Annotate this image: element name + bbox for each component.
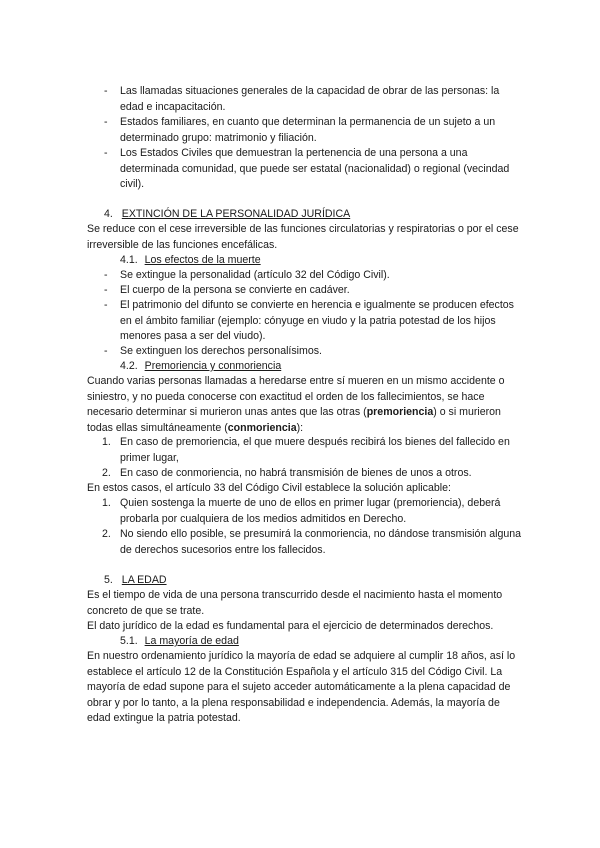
list-item [104, 84, 540, 115]
text-line: Las llamadas situaciones generales de la capacidad de obrar de las personas: la [120, 85, 500, 97]
list-item [104, 283, 540, 299]
text-run: ): [296, 421, 304, 434]
text-line: determinado grupo: matrimonio y filiación. [120, 131, 317, 144]
section-number: 5. [104, 574, 113, 586]
list-item [104, 344, 540, 360]
text-line: primer lugar, [120, 451, 179, 464]
subsection-number: 5.1. [120, 635, 138, 647]
section-title: LA EDAD [121, 574, 167, 586]
bullet-mark: - [104, 85, 108, 97]
text-line: siniestro, y no pueda conocerse con exactitud el orden de los fallecimientos, se hace [87, 390, 485, 403]
section-title: EXTINCIÓN DE LA PERSONALIDAD JURÍDICA [121, 208, 351, 220]
list-item [104, 268, 540, 284]
text-run: todas ellas simultáneamente ( [87, 421, 228, 434]
text-line: Se reduce con el cese irreversible de las funciones circulatorias y respiratorias o por el cese [87, 223, 519, 235]
text-line: en el ámbito familiar (ejemplo: cónyuge en viudo y la patria potestad de los hijos [120, 314, 496, 327]
bullet-mark: - [104, 116, 108, 128]
bullet-mark: - [104, 284, 108, 296]
text-line [87, 405, 547, 421]
text-line: obrar y por lo tanto, a la plena responsabilidad e independencia. Además, la mayoría de [87, 696, 500, 709]
paragraph: El dato jurídico de la edad es fundamental para el ejercicio de determinados derechos. [87, 620, 494, 632]
item-number: 2. [102, 528, 111, 540]
bullet-mark: - [104, 269, 108, 281]
paragraph [87, 649, 547, 727]
text-line: Quien sostenga la muerte de uno de ellos en primer lugar (premoriencia), deberá [120, 497, 501, 509]
subsection-title: Premoriencia y conmoriencia [144, 360, 282, 372]
list-item [104, 298, 540, 345]
text-line: En caso de premoriencia, el que muere después recibirá los bienes del fallecido en [120, 436, 510, 448]
bold-term: premoriencia [366, 406, 434, 419]
bullet-mark: - [104, 345, 108, 357]
text-line: edad e incapacitación. [120, 100, 226, 113]
text-line: edad extingue la patria potestad. [87, 712, 241, 725]
bullet-mark: - [104, 147, 108, 159]
list-item [104, 146, 540, 193]
paragraph [87, 374, 547, 436]
text-line: probarla por cualquiera de los medios admitidos en Derecho. [120, 512, 407, 525]
text-line: El patrimonio del difunto se convierte en herencia e igualmente se producen efectos [120, 299, 514, 311]
text-line: Los Estados Civiles que demuestran la pertenencia de una persona a una [120, 147, 468, 159]
text-line: concreto de que se trate. [87, 604, 205, 617]
list-item [104, 115, 540, 146]
item-number: 1. [102, 497, 111, 509]
item-number: 1. [102, 436, 111, 448]
text-line: Se extinguen los derechos personalísimos. [120, 345, 322, 357]
text-line: En nuestro ordenamiento jurídico la mayoría de edad se adquiere al cumplir 18 años, así lo [87, 650, 516, 662]
numbered-item [102, 496, 540, 527]
text-line: Estados familiares, en cuanto que determinan la permanencia de un sujeto a un [120, 116, 496, 128]
text-line: menores pasa a ser del viudo). [120, 330, 266, 343]
text-line: Cuando varias personas llamadas a heredarse entre sí mueren en un mismo accidente o [87, 375, 505, 387]
subsection-heading [120, 253, 261, 269]
section-heading [104, 573, 167, 589]
subsection-title: Los efectos de la muerte [144, 254, 261, 266]
text-line: determinada comunidad, que puede ser estatal (nacionalidad) o regional (vecindad [120, 162, 510, 175]
subsection-number: 4.1. [120, 254, 138, 266]
numbered-item [102, 527, 540, 558]
numbered-item [102, 466, 540, 482]
text-line: establece el artículo 12 de la Constitución Española y el artículo 315 del Código Civil. La [87, 665, 503, 678]
subsection-heading [120, 634, 239, 650]
text-line: En caso de conmoriencia, no habrá transmisión de bienes de unos a otros. [120, 467, 472, 479]
text-run: necesario determinar si murieron unas antes que las otras ( [87, 406, 367, 419]
subsection-title: La mayoría de edad [144, 635, 239, 647]
paragraph [87, 222, 547, 253]
subsection-heading [120, 359, 281, 375]
item-number: 2. [102, 467, 111, 479]
text-line: mayoría de edad supone para el sujeto acceder automáticamente a la plena capacidad de [87, 681, 511, 694]
paragraph: En estos casos, el artículo 33 del Código Civil establece la solución aplicable: [87, 482, 451, 494]
numbered-item [102, 435, 540, 466]
text-line: de derechos sucesorios entre los fallecidos. [120, 543, 326, 556]
text-line: No siendo ello posible, se presumirá la conmoriencia, no dándose transmisión alguna [120, 528, 522, 540]
text-line: Es el tiempo de vida de una persona transcurrido desde el nacimiento hasta el momento [87, 589, 503, 601]
subsection-number: 4.2. [120, 360, 138, 372]
text-line: Se extingue la personalidad (artículo 32 del Código Civil). [120, 269, 390, 281]
text-run: ) o si murieron [433, 406, 501, 419]
text-line: irreversible de las funciones encefálicas. [87, 238, 278, 251]
bullet-mark: - [104, 299, 108, 311]
text-line: civil). [120, 178, 145, 191]
section-number: 4. [104, 208, 113, 220]
bold-term: conmoriencia [227, 421, 297, 434]
paragraph [87, 588, 547, 619]
section-heading [104, 207, 350, 223]
text-line: El cuerpo de la persona se convierte en cadáver. [120, 284, 350, 296]
